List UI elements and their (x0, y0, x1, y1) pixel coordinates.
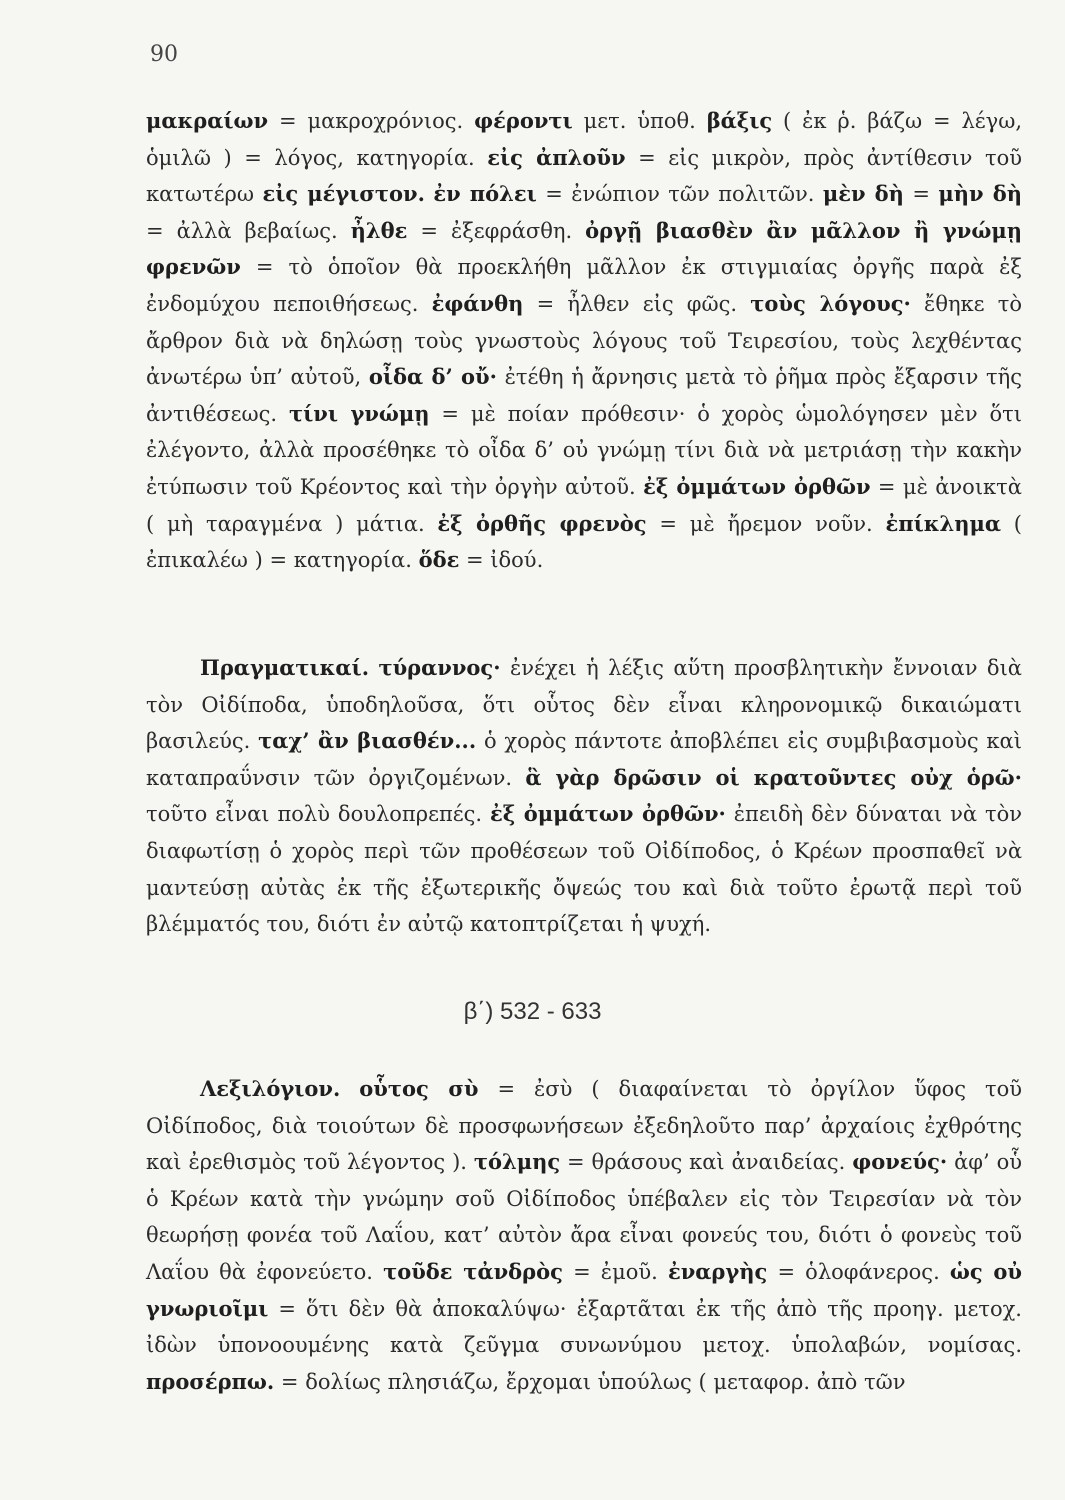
gloss-text: ἀφ’ οὗ ὁ Κρέων κατὰ τὴν γνώμην σοῦ Οἰδίποδος ὑπέβαλεν εἰς τὸν Τειρεσίαν νὰ τὸν θεωρήσῃ φονέα τοῦ Λαΐου, κατ’ αὐτὸν ἄρα εἶναι φονεύς του, διότι ὁ φονεὺς τοῦ Λαΐου θὰ ἐφονεύετο. (146, 1150, 1022, 1284)
lemma-term: οἶδα δ’ οὔ· (368, 364, 497, 390)
lemma-term: ὅδε (418, 547, 460, 573)
lemma-term: μὴν δὴ (938, 181, 1022, 207)
lemma-term: εἰς ἀπλοῦν (487, 144, 626, 170)
gloss-text: ἐπειδὴ δὲν δύναται νὰ τὸν διαφωτίσῃ ὁ χορὸς περὶ τῶν προθέσεων τοῦ Οἰδίποδος, ὁ Κρέων προσπαθεῖ νὰ μαντεύσῃ αὐτὰς ἐκ τῆς ἐξωτερικῆς ὄψεώς του καὶ διὰ τοῦτο ἐρωτᾷ περὶ τοῦ βλέμματός του, διότι ἐν αὐτῷ κατοπτρίζεται ἡ ψυχή. (146, 802, 1022, 937)
lemma-term: τόλμης (473, 1149, 561, 1175)
gloss-text: = ὅτι δὲν θὰ ἀποκαλύψω· ἐξαρτᾶται ἐκ τῆς ἀπὸ τῆς προηγ. μετοχ. ἰδὼν ὑπονοουμένης κατὰ ζεῦγμα συνωνύμου μετοχ. ὑπολαβών, νομίσας. (146, 1296, 1022, 1358)
gloss-text: = ἐξεφράσθη. (407, 218, 586, 243)
paragraph-text (146, 650, 1022, 943)
page-number: 90 (150, 42, 178, 67)
gloss-text: = δολίως πλησιάζω, ἔρχομαι ὑπούλως ( μεταφορ. ἀπὸ τῶν (274, 1369, 906, 1394)
lemma-term: βάξις (706, 108, 773, 133)
gloss-text (340, 1077, 359, 1101)
gloss-text: = μὲ ἀνοικτὰ ( μὴ ταραγμένα ) μάτια. (146, 474, 1022, 536)
lemma-term: φονεύς· (852, 1149, 948, 1175)
lemma-term: ἐξ ὀρθῆς φρενὸς (437, 510, 647, 536)
lemma-term: φέροντι (474, 108, 573, 133)
lemma-term: ὡς οὐ γνωριοῖμι (146, 1258, 1023, 1321)
lemma-term: τίνι γνώμῃ (288, 400, 430, 426)
gloss-text: τοῦτο εἶναι πολὺ δουλοπρεπές. (146, 802, 491, 827)
gloss-text: = μὲ ποίαν πρόθεσιν· ὁ χορὸς ὡμολόγησεν μὲν ὅτι ἐλέγοντο, ἀλλὰ προσέθηκε τὸ οἶδα δ’ οὐ γνώμῃ τίνι διὰ νὰ μετριάσῃ τὴν κακὴν ἐτύπωσιν τοῦ Κρέοντος καὶ τὴν ὀργὴν αὐτοῦ. (146, 401, 1022, 499)
lemma-term: προσέρπω. (146, 1368, 275, 1394)
gloss-text: = ἀλλὰ βεβαίως. (146, 218, 351, 243)
lemma-term: ἐπίκλημα (885, 510, 1002, 536)
gloss-text: ἐνέχει ἡ λέξις αὕτη προσβλητικὴν ἔννοιαν διὰ τὸν Οἰδίποδα, ὑποδηλοῦσα, ὅτι οὗτος δὲν εἶναι κληρονομικῷ δικαιώματι βασιλεύς. (146, 656, 1022, 754)
lemma-term: ἃ γὰρ δρῶσιν οἱ κρατοῦντες οὐχ ὁρῶ· (525, 764, 1022, 790)
commentary-paragraph-pragmatikai (146, 650, 1022, 943)
section-heading: β΄) 532 - 633 (463, 998, 602, 1025)
gloss-text: = θράσους καὶ ἀναιδείας. (560, 1150, 853, 1175)
gloss-text: ( ἐπικαλέω ) = κατηγορία. (146, 511, 1023, 573)
gloss-text: = ἐμοῦ. (562, 1259, 668, 1284)
gloss-text: = (903, 182, 939, 207)
lemma-term: μὲν δὴ (822, 181, 904, 207)
gloss-text: ἔθηκε τὸ ἄρθρον διὰ νὰ δηλώσῃ τοὺς γνωστοὺς λόγους τοῦ Τειρεσίου, τοὺς λεχθέντας ἀνωτέρω ὑπ’ αὐτοῦ, (146, 291, 1022, 390)
lemma-term: ἦλθε (350, 217, 408, 243)
gloss-text: = ὁλοφάνερος. (767, 1259, 950, 1284)
lemma-term: ἐξ ὀμμάτων ὀρθῶν· (490, 801, 726, 827)
lemma-term: ταχ’ ἂν βιασθέν... (258, 728, 477, 754)
lemma-term: μακραίων (146, 108, 269, 133)
paragraph-text (146, 103, 1022, 579)
lemma-term: Πραγματικαί. (200, 655, 370, 680)
lemma-term: ἐφάνθη (431, 290, 524, 316)
gloss-text: = μὲ ἤρεμον νοῦν. (646, 511, 886, 536)
lemma-term: εἰς μέγιστον. (262, 181, 425, 207)
glossary-paragraph-1 (146, 103, 1022, 579)
lemma-term: ἐξ ὀμμάτων ὀρθῶν (643, 473, 871, 499)
lemma-term: τοῦδε τἀνδρὸς (383, 1258, 563, 1284)
glossary-paragraph-lexilogion (146, 1071, 1022, 1400)
gloss-text: = ἐνώπιον τῶν πολιτῶν. (536, 182, 823, 207)
gloss-text: ὁ χορὸς πάντοτε ἀποβλέπει εἰς συμβιβασμοὺς καὶ καταπραΰνσιν τῶν ὀργιζομένων. (146, 729, 1022, 790)
gloss-text: = ἰδού. (459, 548, 544, 573)
gloss-text: μετ. ὑποθ. (572, 109, 707, 133)
gloss-text: = τὸ ὁποῖον θὰ προεκλήθη μᾶλλον ἐκ στιγμιαίας ὀργῆς παρὰ ἐξ ἐνδομύχου πεποιθήσεως. (146, 255, 1022, 316)
gloss-text: = μακροχρόνιος. (268, 109, 475, 133)
gloss-text: ἐτέθη ἡ ἄρνησις μετὰ τὸ ῥῆμα πρὸς ἔξαρσιν τῆς ἀντιθέσεως. (146, 365, 1022, 426)
lemma-term: τοὺς λόγους· (750, 290, 911, 316)
gloss-text: = ἦλθεν εἰς φῶς. (523, 291, 751, 316)
lemma-term: Λεξιλόγιον. (200, 1076, 341, 1101)
lemma-term: τύραννος· (378, 655, 501, 680)
lemma-term: ἐναργὴς (667, 1258, 768, 1284)
gloss-text: = εἰς μικρὸν, πρὸς ἀντίθεσιν τοῦ κατωτέρω (146, 145, 1022, 207)
lemma-term: ἐν πόλει (433, 181, 537, 207)
lemma-term: οὗτος σὺ (359, 1076, 479, 1101)
lemma-term: ὀργῇ βιασθὲν ἂν μᾶλλον ἢ γνώμῃ φρενῶν (146, 217, 1022, 280)
gloss-text: = ἐσὺ ( διαφαίνεται τὸ ὀργίλον ὕφος τοῦ Οἰδίποδος, διὰ τοιούτων δὲ προσφωνήσεων ἐξεδηλοῦτο παρ’ ἀρχαίοις ἐχθρότης καὶ ἐρεθισμὸς τοῦ λέγοντος ). (146, 1077, 1022, 1175)
gloss-text: ( ἐκ ῥ. βάζω = λέγω, ὁμιλῶ ) = λόγος, κατηγορία. (146, 109, 1023, 170)
paragraph-text (146, 1071, 1022, 1400)
